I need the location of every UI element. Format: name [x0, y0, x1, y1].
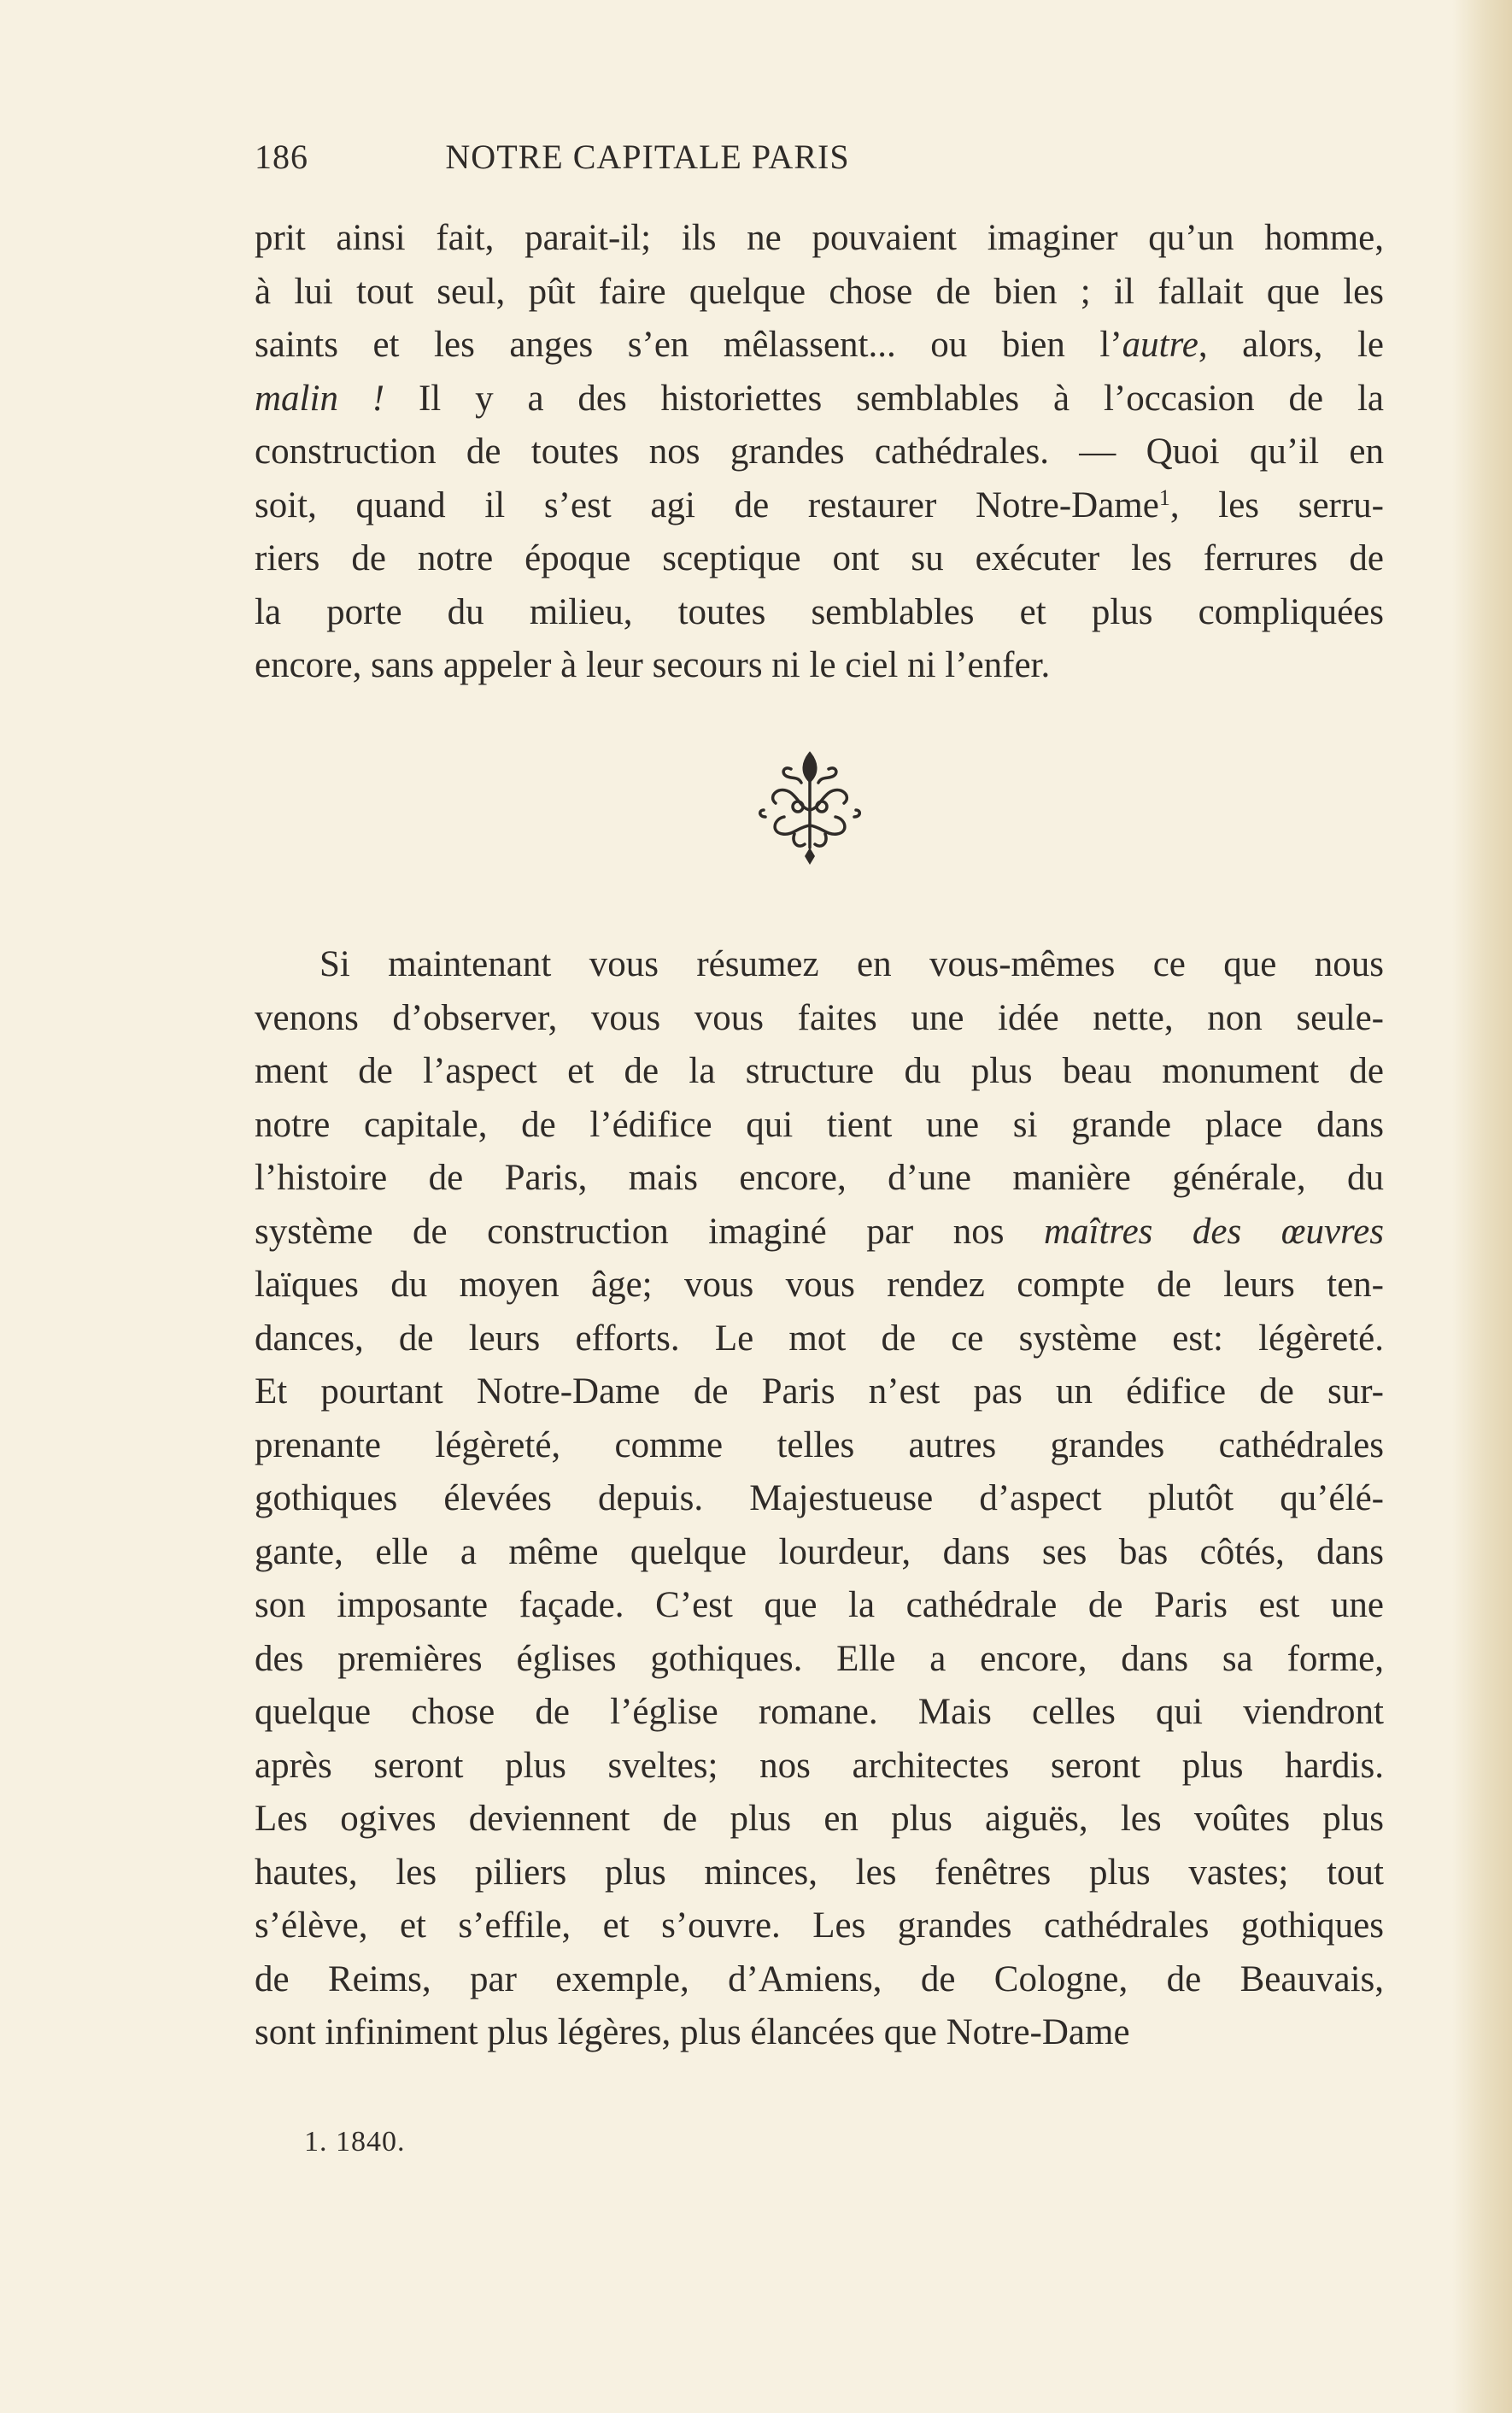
text-line: [255, 212, 1384, 266]
text-run: Et pourtant Notre-Dame de Paris n’est pas un édifice de sur-: [255, 1371, 1384, 1412]
text-run: Il y a des historiettes semblables à l’occasion de la: [384, 378, 1384, 419]
paragraph-1: [255, 212, 1384, 693]
text-run: à lui tout seul, pût faire quelque chose de bien ; il fallait que les: [255, 271, 1384, 312]
page-header: [255, 137, 1040, 188]
text-run: l’histoire de Paris, mais encore, d’une manière générale, du: [255, 1158, 1384, 1198]
footnote: 1. 1840.: [304, 2126, 406, 2158]
text-line: [255, 992, 1384, 1046]
text-line: [255, 1472, 1384, 1526]
text-run: laïques du moyen âge; vous vous rendez compte de leurs ten-: [255, 1265, 1384, 1305]
text-line: [255, 938, 1384, 992]
text-line: [255, 1899, 1384, 1953]
text-run: , les serru-: [1169, 484, 1384, 525]
text-run: encore, sans appeler à leur secours ni le ciel ni l’enfer.: [255, 645, 1051, 685]
text-line: [255, 373, 1384, 426]
text-run: système de construction imaginé par nos: [255, 1211, 1044, 1252]
text-run: de Reims, par exemple, d’Amiens, de Cologne, de Beauvais,: [255, 1958, 1384, 1999]
text-line: [255, 1152, 1384, 1206]
page-edge-shadow: [1452, 0, 1512, 2413]
text-run: soit, quand il s’est agi de restaurer Notre-Dame: [255, 484, 1159, 525]
paragraph-2: [255, 938, 1384, 2060]
text-line: [255, 1259, 1384, 1312]
text-run: Les ogives deviennent de plus en plus aiguës, les voûtes plus: [255, 1799, 1384, 1839]
text-line: [255, 1846, 1384, 1900]
text-run: prenante légèreté, comme telles autres grandes cathédrales: [255, 1424, 1384, 1465]
text-line: [255, 1633, 1384, 1687]
text-run: gothiques élevées depuis. Majestueuse d’aspect plutôt qu’élé-: [255, 1478, 1384, 1518]
text-line: [255, 266, 1384, 320]
text-run: dances, de leurs efforts. Le mot de ce système est: légèreté.: [255, 1318, 1384, 1359]
text-run: gante, elle a même quelque lourdeur, dans ses bas côtés, dans: [255, 1531, 1384, 1572]
text-line: [255, 2006, 1384, 2060]
text-run: s’élève, et s’effile, et s’ouvre. Les grandes cathédrales gothiques: [255, 1905, 1384, 1946]
text-line: [255, 1206, 1384, 1259]
text-line: [255, 1045, 1384, 1099]
text-run: son imposante façade. C’est que la cathédrale de Paris est une: [255, 1585, 1384, 1625]
text-line: [255, 639, 1384, 693]
text-line: [255, 532, 1384, 586]
running-title: NOTRE CAPITALE PARIS: [445, 138, 850, 176]
italic-text: autre: [1122, 325, 1198, 365]
text-line: [255, 1579, 1384, 1633]
text-run: Si maintenant vous résumez en vous-mêmes ce que nous: [319, 944, 1384, 984]
text-run: construction de toutes nos grandes cathédrales. — Quoi qu’il en: [255, 432, 1384, 472]
text-run: saints et les anges s’en mêlassent... ou bien l’: [255, 325, 1122, 365]
text-line: [255, 1793, 1384, 1846]
text-run: hautes, les piliers plus minces, les fenêtres plus vastes; tout: [255, 1852, 1384, 1893]
text-line: [255, 1953, 1384, 2007]
text-run: venons d’observer, vous vous faites une idée nette, non seule-: [255, 997, 1384, 1038]
text-line: [255, 426, 1384, 479]
text-run: riers de notre époque sceptique ont su exécuter les ferrures de: [255, 538, 1384, 578]
italic-text: maîtres des œuvres: [1043, 1211, 1384, 1252]
text-run: notre capitale, de l’édifice qui tient une si grande place dans: [255, 1104, 1384, 1145]
text-line: [255, 319, 1384, 373]
fleuron-ornament-icon: [750, 743, 870, 872]
text-line: [255, 479, 1384, 533]
text-run: ment de l’aspect et de la structure du plus beau monument de: [255, 1051, 1384, 1091]
text-line: [255, 1526, 1384, 1580]
footnote-marker: 1: [1158, 484, 1170, 510]
text-run: des premières églises gothiques. Elle a encore, dans sa forme,: [255, 1638, 1384, 1679]
text-run: prit ainsi fait, parait-il; ils ne pouvaient imaginer qu’un homme,: [255, 218, 1384, 258]
text-run: après seront plus sveltes; nos architectes seront plus hardis.: [255, 1745, 1384, 1786]
text-line: [255, 1312, 1384, 1366]
text-run: quelque chose de l’église romane. Mais celles qui viendront: [255, 1692, 1384, 1732]
text-line: [255, 1099, 1384, 1153]
text-line: [255, 1686, 1384, 1740]
italic-text: malin !: [255, 378, 385, 419]
text-run: la porte du milieu, toutes semblables et plus compliquées: [255, 591, 1384, 632]
text-line: [255, 586, 1384, 640]
text-line: [255, 1740, 1384, 1794]
text-line: [255, 1419, 1384, 1473]
text-run: sont infiniment plus légères, plus élancées que Notre-Dame: [255, 2012, 1130, 2052]
text-run: , alors, le: [1198, 325, 1384, 365]
page-number: 186: [255, 138, 308, 176]
text-line: [255, 1365, 1384, 1419]
